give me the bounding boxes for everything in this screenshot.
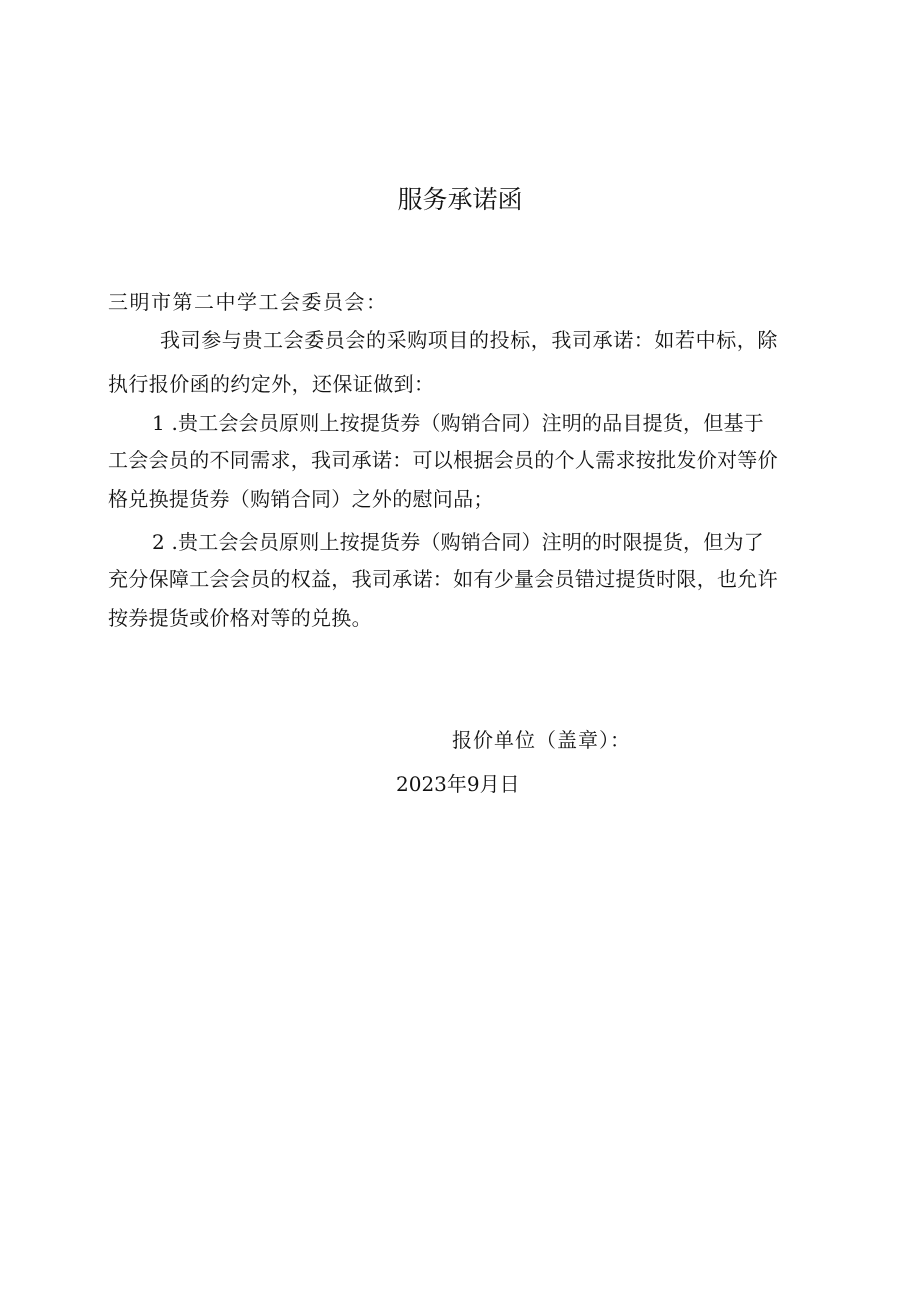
item-2-line-2: 充分保障工会会员的权益，我司承诺：如有少量会员错过提货时限，也允许 — [108, 567, 778, 591]
item-1-line-3: 格兑换提货券（购销合同）之外的慰问品； — [108, 487, 494, 511]
item-2-line-3: 按券提货或价格对等的兑换。 — [108, 606, 372, 630]
signature-date: 2023年9月日 — [396, 772, 520, 796]
salutation: 三明市第二中学工会委员会： — [108, 290, 388, 314]
item-2-line-1: 2 .贵工会会员原则上按提货券（购销合同）注明的时限提货，但为了 — [152, 530, 764, 554]
item-1-line-2: 工会会员的不同需求，我司承诺：可以根据会员的个人需求按批发价对等价 — [108, 448, 778, 472]
signer-label: 报价单位（盖章）： — [452, 728, 631, 752]
document-title: 服务承诺函 — [397, 185, 523, 214]
intro-line-1: 我司参与贵工会委员会的采购项目的投标，我司承诺：如若中标，除 — [160, 328, 778, 352]
intro-line-2: 执行报价函的约定外，还保证做到： — [108, 372, 435, 396]
item-1-line-1: 1 .贵工会会员原则上按提货券（购销合同）注明的品目提货，但基于 — [152, 411, 764, 435]
